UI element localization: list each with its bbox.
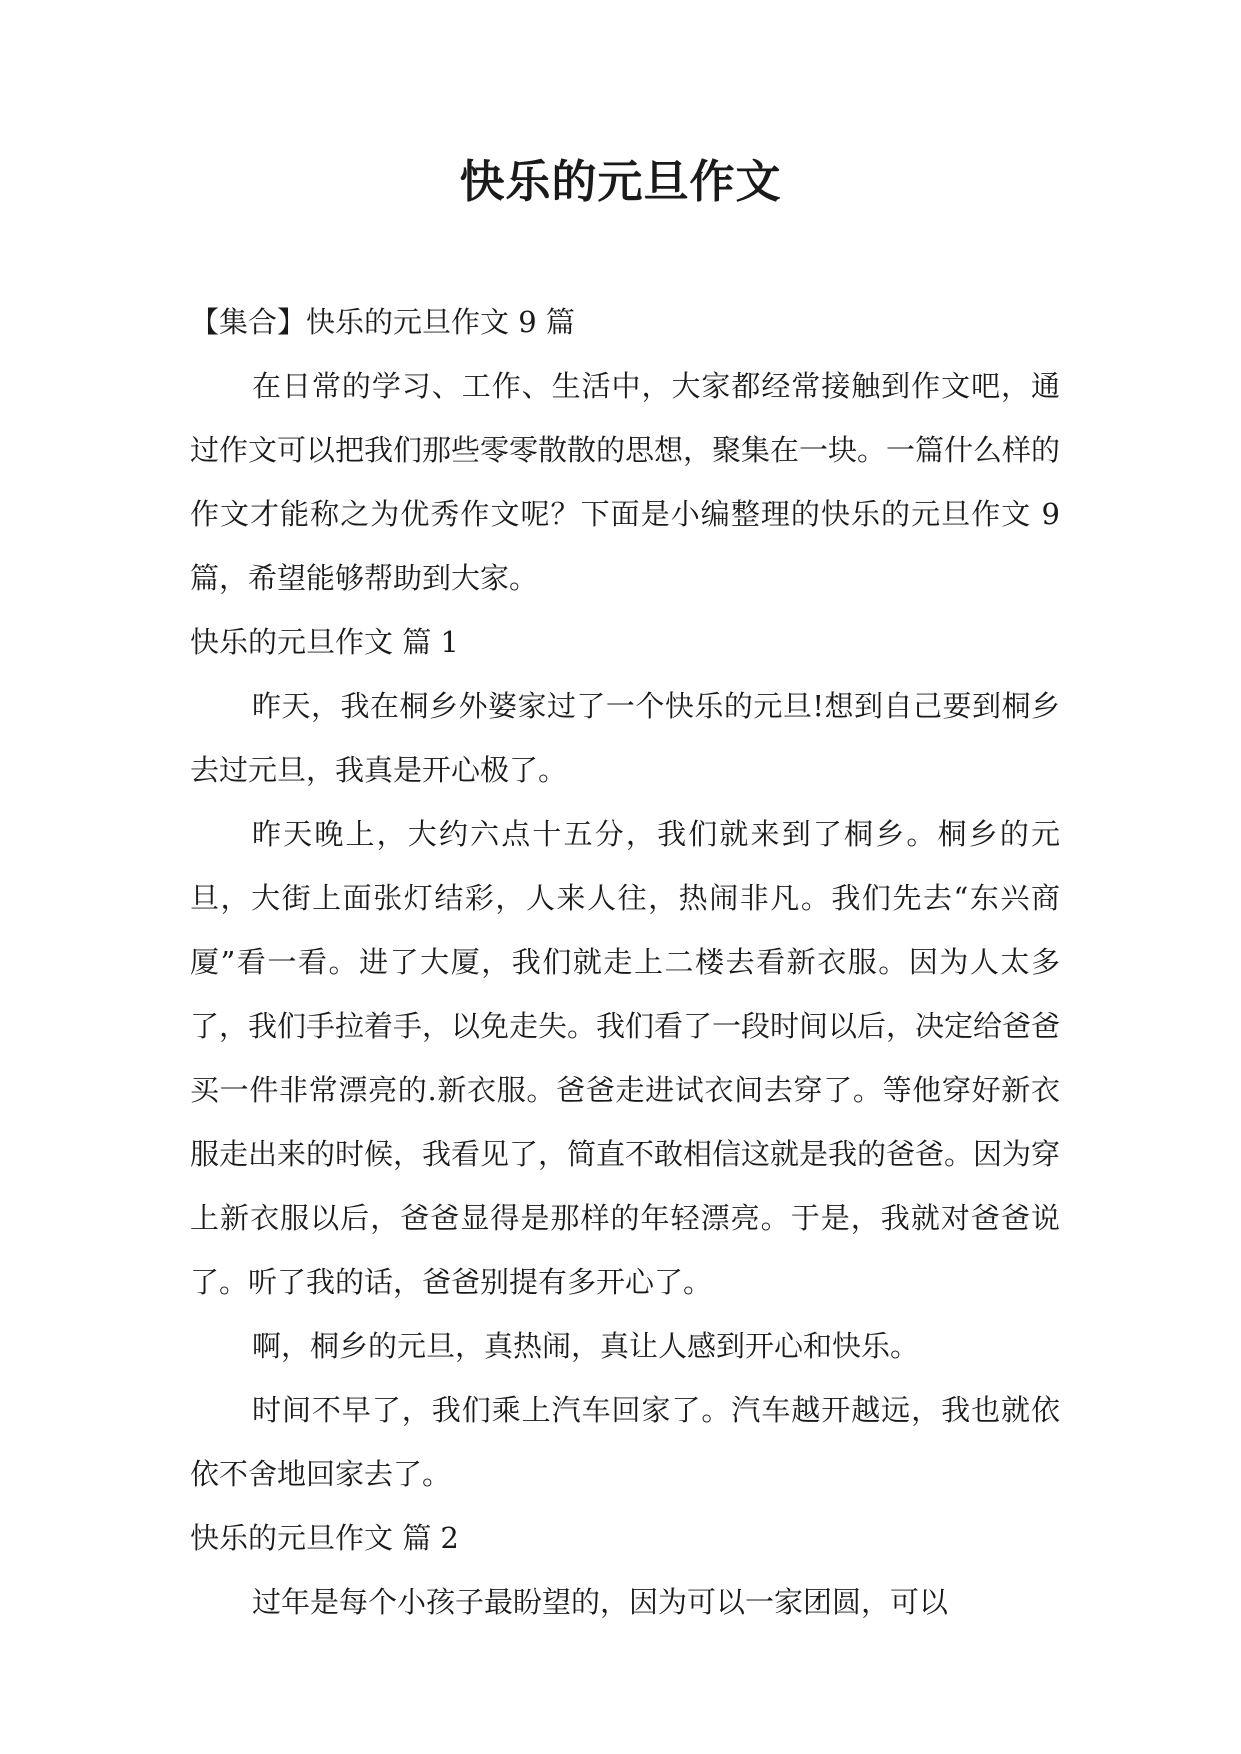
intro-paragraph: 在日常的学习、工作、生活中，大家都经常接触到作文吧，通过作文可以把我们那些零零散散的思想，聚集在一块。一篇什么样的作文才能称之为优秀作文呢？下面是小编整理的快乐的元旦作文 9 篇，希望能够帮助到大家。: [190, 369, 1061, 595]
section-1-paragraph: 啊，桐乡的元旦，真热闹，真让人感到开心和快乐。: [252, 1329, 920, 1363]
section-heading-2: 快乐的元旦作文 篇 2: [190, 1521, 459, 1555]
section-1-paragraph: 昨天晚上，大约六点十五分，我们就来到了桐乡。桐乡的元旦，大街上面张灯结彩，人来人往，热闹非凡。我们先去“东兴商厦”看一看。进了大厦，我们就走上二楼去看新衣服。因为人太多了，我们手拉着手，以免走失。我们看了一段时间以后，决定给爸爸买一件非常漂亮的.新衣服。爸爸走进试衣间去穿了。等他穿好新衣服走出来的时候，我看见了，简直不敢相信这就是我的爸爸。因为穿上新衣服以后，爸爸显得是那样的年轻漂亮。于是，我就对爸爸说了。听了我的话，爸爸别提有多开心了。: [190, 817, 1061, 1299]
document-title: 快乐的元旦作文: [459, 155, 782, 208]
section-1-paragraph: 昨天，我在桐乡外婆家过了一个快乐的元旦!想到自己要到桐乡去过元旦，我真是开心极了。: [190, 689, 1060, 787]
section-2-paragraph: 过年是每个小孩子最盼望的，因为可以一家团圆，可以: [252, 1585, 949, 1619]
collection-subtitle: 【集合】快乐的元旦作文 9 篇: [190, 305, 575, 339]
section-heading-1: 快乐的元旦作文 篇 1: [190, 625, 459, 659]
section-1-paragraph: 时间不早了，我们乘上汽车回家了。汽车越开越远，我也就依依不舍地回家去了。: [190, 1393, 1060, 1491]
document-body: [190, 290, 1060, 1634]
